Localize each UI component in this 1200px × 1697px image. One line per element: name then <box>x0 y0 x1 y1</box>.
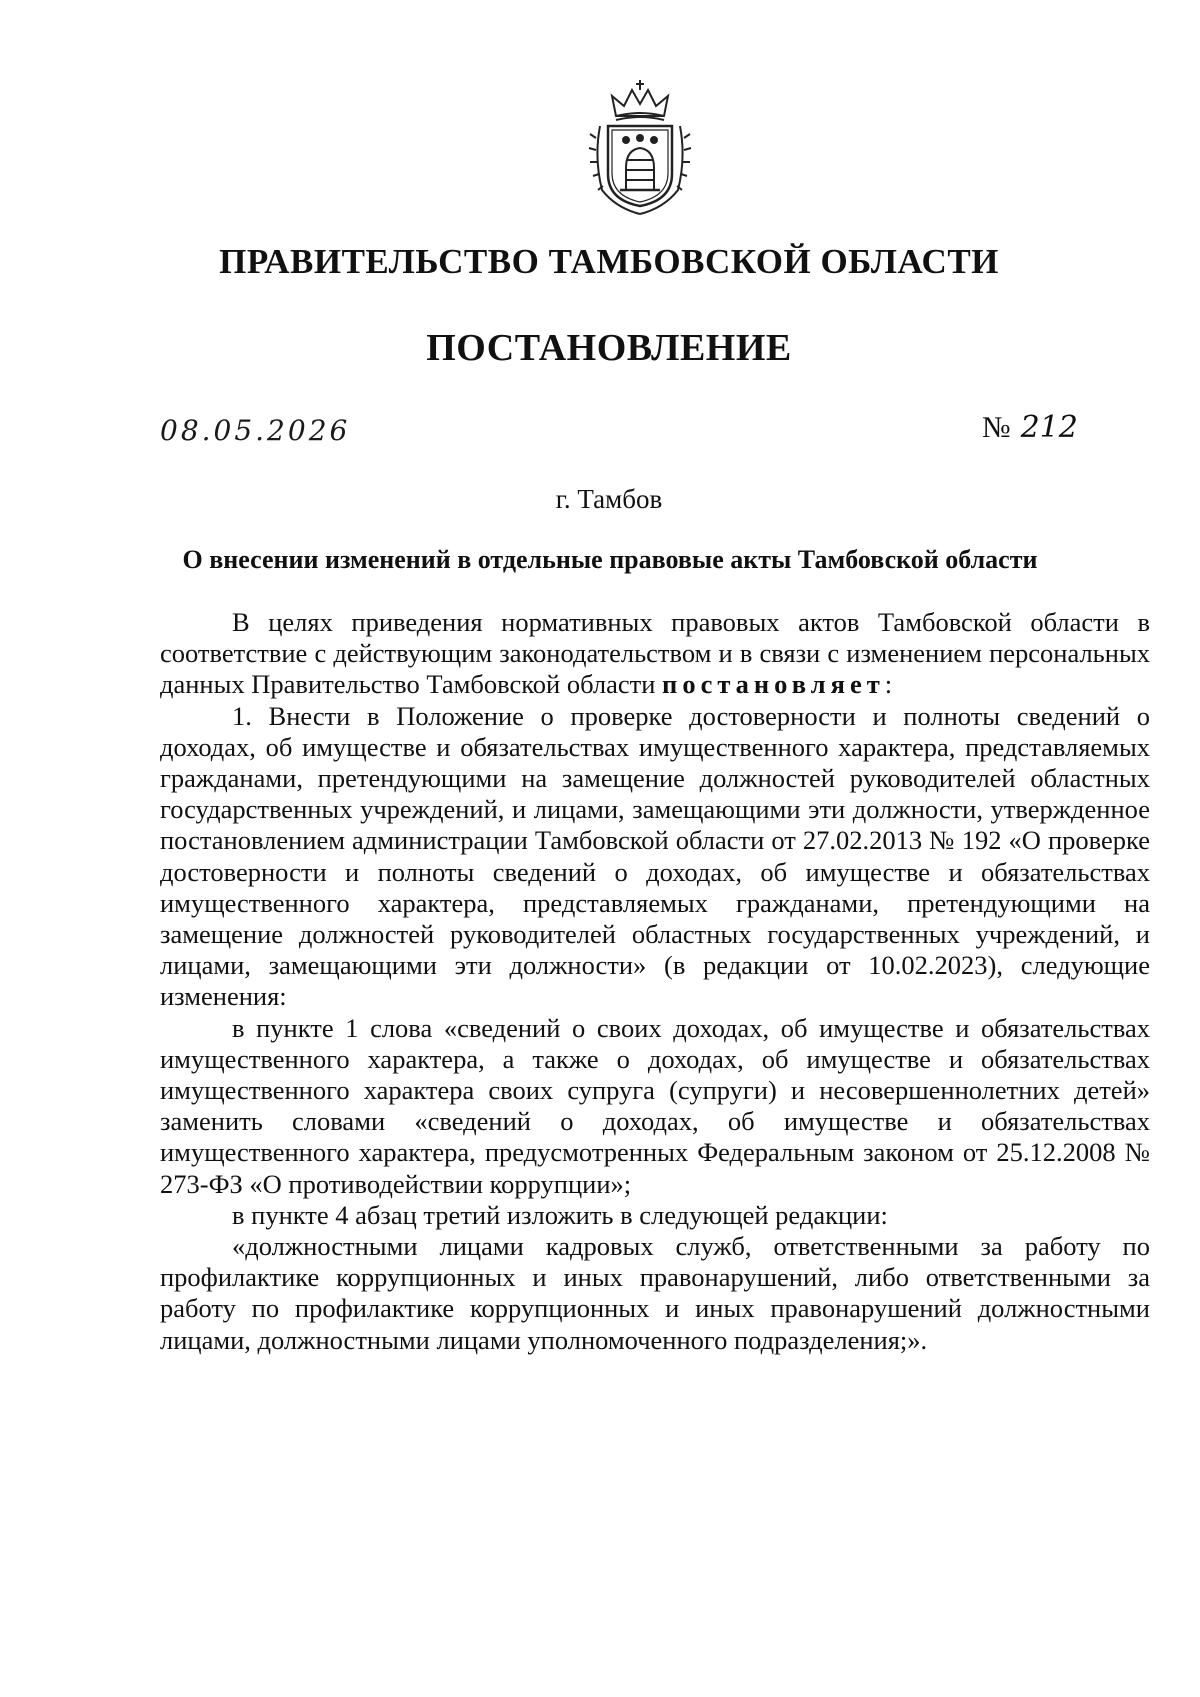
change-2-text-paragraph: «должностными лицами кадровых служб, ответственными за работу по профилактике коррупционных и иных правонарушений, либо ответственными за работу по профилактике коррупционных и иных правонарушений должностными лицами, должностными лицами уполномоченного подразделения;». <box>160 1231 1150 1355</box>
change-1-paragraph: в пункте 1 слова «сведений о своих доходах, об имуществе и обязательствах имущественного характера, а также о доходах, об имуществе и обязательствах имущественного характера своих супруга (супруги) и несовершеннолетних детей» заменить словами «сведений о доходах, об имуществе и обязательствах имущественного характера, предусмотренных Федеральным законом от 25.12.2008 № 273-ФЗ «О противодействии коррупции»; <box>160 1012 1150 1199</box>
document-date: 08.05.2026 <box>160 414 351 447</box>
document-type: ПОСТАНОВЛЕНИЕ <box>426 327 792 369</box>
number-value: 212 <box>1020 410 1078 445</box>
government-name: ПРАВИТЕЛЬСТВО ТАМБОВСКОЙ ОБЛАСТИ <box>219 242 999 281</box>
resolves-word: постановляет <box>662 669 885 700</box>
resolves-colon: : <box>884 669 893 700</box>
document-city: г. Тамбов <box>555 484 663 514</box>
preamble-text: В целях приведения нормативных правовых актов Тамбовской области в соответствие с действующим законодательством и в связи с изменением персональных данных Правительство Тамбовской области <box>160 607 1150 700</box>
preamble-paragraph <box>160 607 1150 701</box>
number-prefix: № <box>982 411 1011 444</box>
tambov-coat-of-arms-icon <box>586 78 694 218</box>
item-1-paragraph: 1. Внести в Положение о проверке достоверности и полноты сведений о доходах, об имуществе и обязательствах имущественного характера, представляемых гражданами, претендующими на замещение должностей руководителей областных государственных учреждений, и лицами, замещающими эти должности, утвержденное постановлением администрации Тамбовской области от 27.02.2013 № 192 «О проверке достоверности и полноты сведений о доходах, об имуществе и обязательствах имущественного характера, представляемых гражданами, претендующими на замещение должностей руководителей областных государственных учреждений, и лицами, замещающими эти должности» (в редакции от 10.02.2023), следующие изменения: <box>160 700 1150 1012</box>
document-body <box>160 607 1150 1356</box>
document-subject: О внесении изменений в отдельные правовые акты Тамбовской области <box>182 545 1038 574</box>
document-number <box>982 410 1078 445</box>
change-2-paragraph: в пункте 4 абзац третий изложить в следующей редакции: <box>232 1199 888 1230</box>
